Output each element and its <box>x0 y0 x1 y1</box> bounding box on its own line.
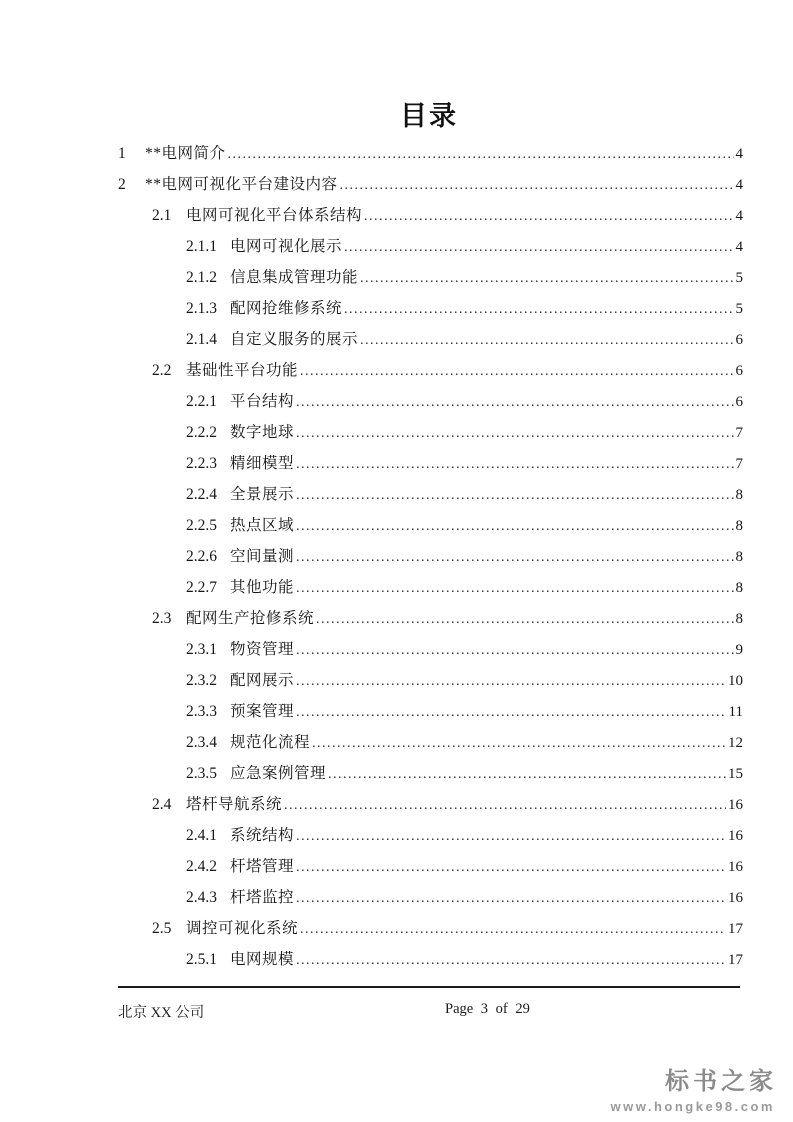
toc-entry-page: 6 <box>735 332 743 348</box>
toc-entry-page: 4 <box>735 146 743 162</box>
toc-entry-page: 4 <box>735 239 743 255</box>
toc-leader-dots <box>312 734 726 752</box>
toc-leader-dots <box>316 610 733 628</box>
toc-leader-dots <box>360 331 733 349</box>
watermark-url: www.hongke98.com <box>610 1099 775 1114</box>
toc-entry-label: 电网可视化展示 <box>230 238 343 255</box>
toc-entry-page: 5 <box>735 270 743 286</box>
toc-entry[interactable] <box>118 699 743 730</box>
toc-entry[interactable] <box>118 482 743 513</box>
toc-leader-dots <box>296 486 733 504</box>
toc-entry-page: 17 <box>728 952 743 968</box>
toc-entry-page: 9 <box>735 642 743 658</box>
toc-entry-number: 2.3.3 <box>186 703 217 720</box>
toc-entry-label: 自定义服务的展示 <box>230 331 359 348</box>
toc-entry-number: 2.3 <box>152 610 172 627</box>
toc-entry-label: 电网规模 <box>230 951 295 968</box>
toc-entry-label: 平台结构 <box>230 393 295 410</box>
toc-leader-dots <box>344 300 733 318</box>
toc-entry-number: 2.3.1 <box>186 641 217 658</box>
toc-entry[interactable] <box>118 141 743 172</box>
toc-entry-number: 2.1.4 <box>186 331 217 348</box>
toc-entry-page: 7 <box>735 456 743 472</box>
toc-entry[interactable] <box>118 358 743 389</box>
toc-entry-label: 预案管理 <box>230 703 295 720</box>
toc-entry[interactable] <box>118 420 743 451</box>
toc-entry-number: 2.1 <box>152 207 172 224</box>
toc-entry-label: 全景展示 <box>230 486 295 503</box>
toc-entry-page: 6 <box>735 363 743 379</box>
toc-entry-page: 8 <box>735 549 743 565</box>
toc-entry-label: 调控可视化系统 <box>186 920 299 937</box>
toc-leader-dots <box>296 393 733 411</box>
toc-entry-label: 其他功能 <box>230 579 295 596</box>
toc-entry[interactable] <box>118 668 743 699</box>
toc-leader-dots <box>296 827 726 845</box>
toc-entry-number: 2.3.4 <box>186 734 217 751</box>
toc-leader-dots <box>296 548 733 566</box>
toc-entry-page: 16 <box>728 828 743 844</box>
toc-entry-label: 配网展示 <box>230 672 295 689</box>
toc-entry-number: 2.2.7 <box>186 579 217 596</box>
toc-entry-label: 精细模型 <box>230 455 295 472</box>
toc-entry-label: 塔杆导航系统 <box>186 796 283 813</box>
toc-entry-label: 电网可视化平台体系结构 <box>186 207 363 224</box>
toc-leader-dots <box>284 796 726 814</box>
toc-entry-number: 2.2.1 <box>186 393 217 410</box>
toc-entry[interactable] <box>118 792 743 823</box>
toc-entry[interactable] <box>118 296 743 327</box>
toc-entry-number: 2.3.2 <box>186 672 217 689</box>
watermark-brand-logo: 标书之家 <box>665 1068 777 1095</box>
toc-leader-dots <box>360 269 733 287</box>
toc-entry-page: 16 <box>728 797 743 813</box>
toc-entry-page: 8 <box>735 487 743 503</box>
toc-entry-label: 配网抢维修系统 <box>230 300 343 317</box>
toc-leader-dots <box>296 424 733 442</box>
toc-entry-page: 16 <box>728 859 743 875</box>
toc-entry-number: 2 <box>118 176 126 193</box>
toc-entry[interactable] <box>118 327 743 358</box>
toc-leader-dots <box>364 207 733 225</box>
toc-entry[interactable] <box>118 234 743 265</box>
toc-entry-number: 2.2.2 <box>186 424 217 441</box>
toc-entry-label: 应急案例管理 <box>230 765 327 782</box>
toc-leader-dots <box>296 517 733 535</box>
page-title: 目录 <box>400 101 458 131</box>
toc-leader-dots <box>296 672 726 690</box>
toc-leader-dots <box>296 858 726 876</box>
toc-leader-dots <box>340 176 734 194</box>
toc-entry[interactable] <box>118 730 743 761</box>
toc-entry-number: 2.4 <box>152 796 172 813</box>
toc-entry-label: 系统结构 <box>230 827 295 844</box>
toc-entry-page: 16 <box>728 890 743 906</box>
toc-entry[interactable] <box>118 885 743 916</box>
toc-leader-dots <box>296 455 733 473</box>
toc-entry[interactable] <box>118 823 743 854</box>
toc-entry[interactable] <box>118 606 743 637</box>
toc-entry-label: 杆塔监控 <box>230 889 295 906</box>
toc-entry-number: 2.2.4 <box>186 486 217 503</box>
toc-entry-number: 2.2.3 <box>186 455 217 472</box>
toc-entry-number: 2.4.2 <box>186 858 217 875</box>
page-footer <box>118 1001 740 1023</box>
toc-entry-label: **电网可视化平台建设内容 <box>145 176 338 193</box>
toc-entry[interactable] <box>118 761 743 792</box>
toc-entry-page: 11 <box>728 704 743 720</box>
toc-entry-label: 空间量测 <box>230 548 295 565</box>
toc-entry-number: 2.2 <box>152 362 172 379</box>
table-of-contents <box>118 141 743 978</box>
toc-leader-dots <box>344 238 733 256</box>
toc-entry-page: 4 <box>735 177 743 193</box>
toc-leader-dots <box>296 641 733 659</box>
toc-entry-page: 17 <box>728 921 743 937</box>
toc-entry[interactable] <box>118 203 743 234</box>
toc-entry[interactable] <box>118 947 743 978</box>
toc-entry-page: 8 <box>735 518 743 534</box>
toc-entry-page: 5 <box>735 301 743 317</box>
toc-entry-page: 4 <box>735 208 743 224</box>
toc-leader-dots <box>300 920 726 938</box>
toc-entry-label: 数字地球 <box>230 424 295 441</box>
toc-entry-label: 热点区域 <box>230 517 295 534</box>
toc-entry-number: 2.1.3 <box>186 300 217 317</box>
toc-entry-number: 2.5.1 <box>186 951 217 968</box>
toc-entry-page: 8 <box>735 611 743 627</box>
toc-entry-label: 物资管理 <box>230 641 295 658</box>
toc-entry-label: 配网生产抢修系统 <box>186 610 315 627</box>
watermark <box>611 1061 776 1114</box>
toc-entry-number: 2.2.6 <box>186 548 217 565</box>
toc-entry-number: 2.4.3 <box>186 889 217 906</box>
toc-entry-label: **电网简介 <box>145 145 226 162</box>
toc-leader-dots <box>296 579 733 597</box>
toc-entry[interactable] <box>118 172 743 203</box>
footer-company-name: 北京 XX 公司 <box>118 1005 205 1021</box>
toc-leader-dots <box>296 951 726 969</box>
toc-leader-dots <box>328 765 726 783</box>
toc-entry-label: 基础性平台功能 <box>186 362 299 379</box>
toc-entry-number: 2.2.5 <box>186 517 217 534</box>
toc-entry[interactable] <box>118 916 743 947</box>
toc-entry[interactable] <box>118 451 743 482</box>
toc-entry-number: 2.5 <box>152 920 172 937</box>
toc-entry[interactable] <box>118 854 743 885</box>
toc-entry-number: 2.1.2 <box>186 269 217 286</box>
footer-divider <box>118 986 740 988</box>
toc-entry-page: 10 <box>728 673 743 689</box>
toc-entry-label: 信息集成管理功能 <box>230 269 359 286</box>
toc-entry[interactable] <box>118 389 743 420</box>
toc-leader-dots <box>300 362 733 380</box>
toc-entry[interactable] <box>118 265 743 296</box>
toc-entry-page: 6 <box>735 394 743 410</box>
toc-entry-page: 12 <box>728 735 743 751</box>
toc-entry-number: 2.3.5 <box>186 765 217 782</box>
toc-entry-number: 2.1.1 <box>186 238 217 255</box>
toc-entry[interactable] <box>118 575 743 606</box>
toc-entry-label: 杆塔管理 <box>230 858 295 875</box>
toc-entry-page: 7 <box>735 425 743 441</box>
toc-entry[interactable] <box>118 544 743 575</box>
toc-entry-page: 15 <box>728 766 743 782</box>
toc-leader-dots <box>296 889 726 907</box>
toc-entry-page: 8 <box>735 580 743 596</box>
footer-page-indicator: Page 3 of 29 <box>445 1001 530 1017</box>
toc-entry-number: 2.4.1 <box>186 827 217 844</box>
toc-entry-label: 规范化流程 <box>230 734 311 751</box>
toc-leader-dots <box>296 703 727 721</box>
toc-leader-dots <box>228 145 734 163</box>
toc-entry-number: 1 <box>118 145 126 162</box>
toc-entry[interactable] <box>118 637 743 668</box>
toc-entry[interactable] <box>118 513 743 544</box>
